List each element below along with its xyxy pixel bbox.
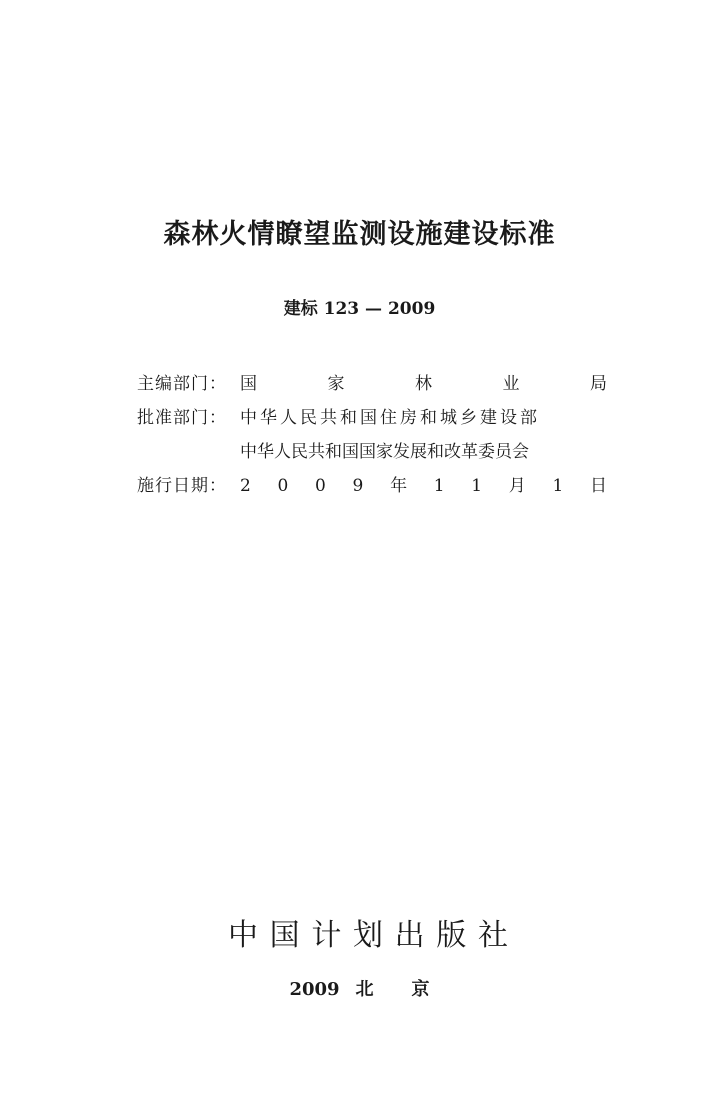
- publisher-char: 出: [394, 918, 425, 953]
- publication-city-1: 北: [355, 979, 374, 1000]
- publisher-char: 计: [311, 918, 342, 953]
- editor-char: 局: [590, 374, 607, 394]
- approver-line-2: 中华人民共和国国家发展和改革委员会: [240, 442, 529, 462]
- effective-char: 1: [433, 476, 445, 496]
- editor-value: [240, 367, 607, 401]
- approver-row-2: [137, 435, 607, 469]
- editor-label: 主编部门：: [137, 374, 227, 394]
- publisher-char: 划: [352, 918, 383, 953]
- effective-char: 0: [277, 476, 289, 496]
- publisher-char: 中: [228, 918, 258, 953]
- document-title: 森林火情瞭望监测设施建设标准: [163, 219, 556, 250]
- editor-char: 国: [240, 374, 257, 394]
- publisher-char: 版: [436, 918, 467, 953]
- publisher-char: 国: [269, 918, 300, 953]
- effective-char: 年: [390, 476, 408, 496]
- publication-year: 2009: [289, 979, 340, 1000]
- effective-char: 0: [315, 476, 326, 496]
- editor-char: 业: [502, 374, 520, 394]
- effective-char: 日: [589, 476, 607, 496]
- publisher-char: 社: [477, 918, 508, 953]
- effective-char: 2: [240, 476, 251, 496]
- effective-char: 9: [352, 476, 364, 496]
- effective-value: [240, 469, 607, 503]
- approver-label: 批准部门：: [137, 408, 227, 428]
- editor-char: 林: [415, 374, 432, 394]
- info-block: [137, 367, 607, 503]
- approver-line-1: 中华人民共和国住房和城乡建设部: [240, 408, 540, 428]
- effective-char: 1: [552, 476, 564, 496]
- standard-code: 建标 123 — 2009: [283, 299, 436, 319]
- editor-row: [137, 367, 607, 401]
- publication-line: [0, 976, 719, 1004]
- editor-char: 家: [327, 374, 345, 394]
- approver-row: [137, 401, 607, 435]
- effective-char: 月: [508, 476, 526, 496]
- publisher-name: [228, 915, 508, 957]
- effective-row: [137, 469, 607, 503]
- effective-label: 施行日期：: [137, 476, 227, 496]
- effective-char: 1: [471, 476, 483, 496]
- publication-city-2: 京: [411, 979, 430, 1000]
